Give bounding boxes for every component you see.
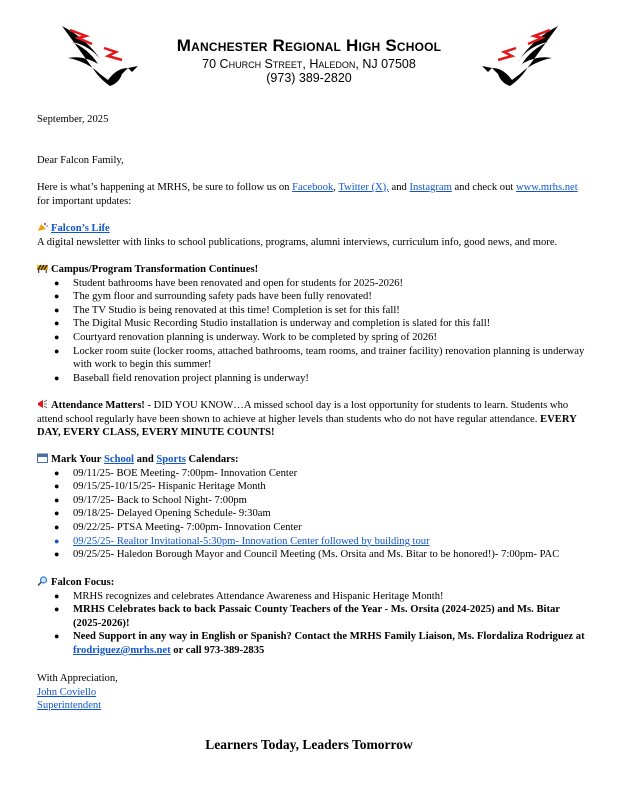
list-item: ● The Digital Music Recording Studio installation is underway and completion is slated for this fall! (37, 317, 585, 331)
superintendent-title-link[interactable]: Superintendent (37, 700, 102, 712)
calendars-heading: Mark Your (51, 454, 104, 465)
facebook-link[interactable]: Facebook (292, 182, 334, 193)
intro-text: for important updates: (37, 195, 132, 207)
construction-icon (37, 263, 48, 273)
website-link[interactable]: www.mrhs.net (515, 182, 578, 193)
school-calendar-link[interactable]: School (103, 454, 134, 465)
intro-paragraph (37, 181, 585, 208)
intro-text: Here is what’s happening at MRHS, be sure to follow us on (37, 182, 293, 193)
liaison-email-link[interactable]: frodriguez@mrhs.net (73, 644, 171, 656)
school-address: 70 Church Street, Haledon, NJ 07508 (202, 57, 416, 71)
attendance-section (37, 399, 585, 440)
focus-list (37, 590, 585, 658)
megaphone-icon (37, 399, 48, 409)
list-item: ● 09/11/25- BOE Meeting- 7:00pm- Innovation Center (37, 467, 585, 481)
list-item: ● The TV Studio is being renovated at this time! Completion is set for this fall! (37, 304, 585, 318)
letter-date: September, 2025 (37, 114, 109, 125)
list-item: ● Student bathrooms have been renovated and open for students for 2025-2026! (37, 277, 585, 291)
school-phone: (973) 389-2820 (266, 71, 352, 85)
falcons-life-section (37, 222, 585, 249)
intro-sep: and (388, 182, 410, 193)
party-popper-icon (37, 222, 48, 232)
list-item (37, 630, 585, 657)
campus-section (37, 263, 585, 385)
falcons-life-link[interactable]: Falcon’s Life (51, 223, 110, 234)
greeting: Dear Falcon Family, (37, 155, 124, 166)
intro-sep: , (333, 182, 339, 193)
campus-heading: Campus/Program Transformation Continues! (51, 264, 259, 275)
superintendent-name-link[interactable]: John Coviello (37, 686, 97, 698)
attendance-heading: Attendance Matters! (51, 400, 145, 411)
sports-calendar-link[interactable]: Sports (156, 454, 186, 465)
list-item: ● The gym floor and surrounding safety pads have been fully renovated! (37, 290, 585, 304)
list-item: ● 09/17/25- Back to School Night- 7:00pm (37, 494, 585, 508)
school-name: Manchester Regional High School (176, 36, 442, 55)
calendar-icon (37, 453, 48, 463)
list-item: ● 09/15/25-10/15/25- Hispanic Heritage Month (37, 480, 585, 494)
falcons-life-description: A digital newsletter with links to school publications, programs, alumni interviews, curriculum info, good news, and more. (37, 236, 558, 248)
list-item: ● 09/18/25- Delayed Opening Schedule- 9:30am (37, 507, 585, 521)
list-item: ● 09/22/25- PTSA Meeting- 7:00pm- Innovation Center (37, 521, 585, 535)
list-item: ● Baseball field renovation project planning is underway! (37, 372, 585, 386)
instagram-link[interactable]: Instagram (409, 182, 452, 193)
intro-text: and check out (451, 182, 516, 193)
campus-list (37, 277, 585, 386)
focus-section (37, 576, 585, 658)
focus-liaison-phone: or call 973-389-2835 (170, 644, 265, 656)
list-item: ● Locker room suite (locker rooms, attached bathrooms, team rooms, and trainer facility) renovation planning is underway with work to begin this summer! (37, 345, 585, 372)
attendance-text: - DID YOU KNOW…A missed school day is a lost opportunity for students to learn. Students who attend school regularly have been shown to achieve at higher levels than students who do not have regular attendance. (37, 400, 569, 425)
calendars-heading: and (134, 454, 157, 465)
list-item: ● Courtyard renovation planning is underway. Work to be completed by spring of 2026! (37, 331, 585, 345)
magnifier-icon (37, 576, 48, 586)
list-item: ● MRHS Celebrates back to back Passaic County Teachers of the Year - Ms. Orsita (2024-2025) and Ms. Bitar (2025-2026)! (37, 603, 585, 630)
closing: With Appreciation, (37, 673, 118, 684)
signoff (37, 672, 585, 713)
focus-liaison-text: Need Support in any way in English or Spanish? Contact the MRHS Family Liaison, Ms. Flordaliza Rodriguez at (73, 631, 585, 643)
calendars-section (37, 453, 585, 562)
calendars-heading: Calendars: (185, 454, 239, 465)
attendance-emphasis: EVERY DAY, EVERY CLASS, EVERY MINUTE COUNTS! (37, 413, 577, 439)
realtor-invitational-link[interactable]: ● 09/25/25- Realtor Invitational-5:30pm- Innovation Center followed by building tour (37, 535, 585, 549)
list-item: ● MRHS recognizes and celebrates Attendance Awareness and Hispanic Heritage Month! (37, 590, 585, 604)
calendar-list (37, 467, 585, 562)
school-motto: Learners Today, Leaders Tomorrow (205, 737, 413, 752)
list-item: ● 09/25/25- Haledon Borough Mayor and Council Meeting (Ms. Orsita and Ms. Bitar to be honored!)- 7:00pm- PAC (37, 548, 585, 562)
twitter-link[interactable]: Twitter (X), (338, 182, 389, 193)
focus-heading: Falcon Focus: (51, 577, 115, 588)
